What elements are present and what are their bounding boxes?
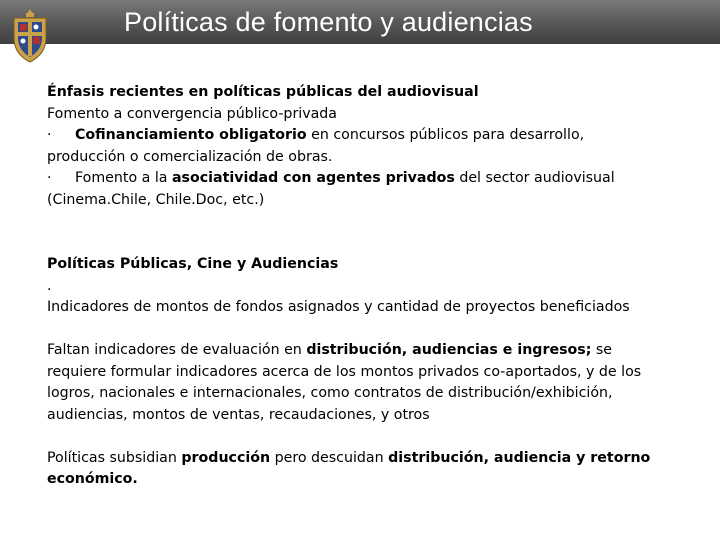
section-heading: Énfasis recientes en políticas públicas del audiovisual xyxy=(47,84,479,100)
university-crest-icon xyxy=(9,8,51,64)
bullet-text: en concursos públicos para desarrollo, xyxy=(306,127,585,143)
paragraph-text: Políticas subsidian xyxy=(47,449,182,466)
bullet-item xyxy=(47,168,677,190)
dot-marker: . xyxy=(47,277,52,294)
bullet-item xyxy=(47,125,677,147)
paragraph-text: se xyxy=(591,342,613,358)
bullet-continuation: producción o comercialización de obras. xyxy=(47,148,333,165)
paragraph-text: Faltan indicadores de evaluación en xyxy=(47,342,307,358)
section-subheading: Fomento a convergencia público-privada xyxy=(47,105,338,122)
bullet-bold-text: asociatividad con agentes privados xyxy=(171,170,455,186)
paragraph-line: requiere formular indicadores acerca de los montos privados co-aportados, y de los xyxy=(47,363,642,380)
paragraph-bold-text: distribución, audiencia y retorno xyxy=(388,449,651,466)
paragraph-line: logros, nacionales e internacionales, como contratos de distribución/exhibición, xyxy=(47,385,613,401)
paragraph-bold-text: distribución, audiencias e ingresos; xyxy=(306,342,592,358)
slide-body xyxy=(47,82,677,491)
paragraph-line xyxy=(47,340,677,362)
paragraph-line: económico. xyxy=(47,471,138,487)
title-bar xyxy=(0,0,720,44)
spacer xyxy=(47,211,677,254)
paragraph-line xyxy=(47,448,677,470)
section-missing-indicators xyxy=(47,340,677,426)
paragraph-line: audiencias, montos de ventas, recaudaciones, y otros xyxy=(47,406,430,423)
bullet-bold-text: Cofinanciamiento obligatorio xyxy=(75,127,307,143)
bullet-text: del sector audiovisual xyxy=(454,170,615,186)
section-heading: Políticas Públicas, Cine y Audiencias xyxy=(47,256,339,272)
bullet-marker: · xyxy=(47,127,52,143)
indicator-text: Indicadores de montos de fondos asignados y cantidad de proyectos beneficiados xyxy=(47,299,630,315)
bullet-continuation: (Cinema.Chile, Chile.Doc, etc.) xyxy=(47,191,265,208)
bullet-text: Fomento a la xyxy=(75,170,172,186)
spacer xyxy=(47,319,677,341)
paragraph-bold-text: producción xyxy=(181,449,271,466)
spacer xyxy=(47,426,677,448)
section-indicators xyxy=(47,254,677,319)
bullet-marker: · xyxy=(47,170,52,186)
section-emphasis xyxy=(47,82,677,211)
paragraph-text: pero descuidan xyxy=(270,449,389,466)
section-subsidies xyxy=(47,448,677,491)
slide-title: Políticas de fomento y audiencias xyxy=(124,7,533,37)
